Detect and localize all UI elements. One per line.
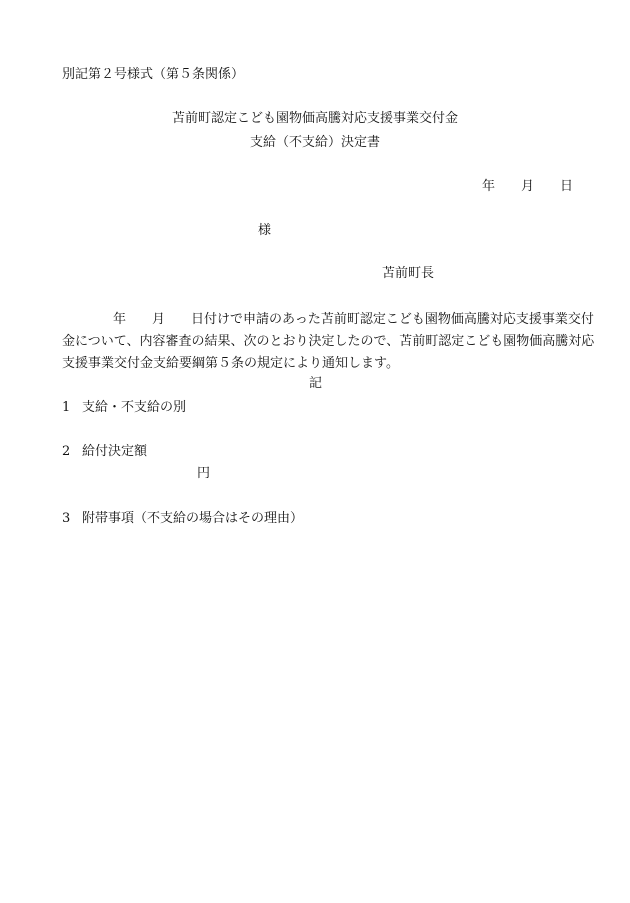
document-title-line1: 苫前町認定こども園物価高騰対応支援事業交付金 <box>171 111 458 126</box>
item-3-label: 附帯事項（不支給の場合はその理由） <box>82 511 304 526</box>
body-line-1 <box>62 309 594 331</box>
date-day: 日 <box>560 179 574 194</box>
date-month: 月 <box>521 179 535 194</box>
item-3 <box>62 511 303 527</box>
issue-date <box>482 179 573 195</box>
issuer-name: 苫前町長 <box>382 266 435 281</box>
body-paragraph <box>62 309 595 375</box>
item-3-number: 3 <box>62 511 71 526</box>
body-line-1-text: 日付けで申請のあった苫前町認定こども園物価高騰対応支援事業交付 <box>191 312 594 327</box>
document-title-line2: 支給（不支給）決定書 <box>249 135 380 150</box>
item-2 <box>62 444 147 460</box>
body-line-2: 金について、内容審査の結果、次のとおり決定したので、苫前町認定こども園物価高騰対応 <box>62 334 595 349</box>
amount-unit: 円 <box>197 466 211 481</box>
note-heading: 記 <box>309 376 323 391</box>
recipient-suffix: 様 <box>258 223 272 238</box>
item-2-number: 2 <box>62 444 71 459</box>
body-month: 月 <box>152 312 166 327</box>
body-line-3: 支援事業交付金支給要綱第５条の規定により通知します。 <box>62 356 399 371</box>
body-year: 年 <box>113 312 127 327</box>
form-label: 別記第２号様式（第５条関係） <box>62 67 245 82</box>
item-1-number: 1 <box>62 400 71 415</box>
date-year: 年 <box>482 179 496 194</box>
item-2-label: 給付決定額 <box>82 444 148 459</box>
item-1 <box>62 400 186 416</box>
item-1-label: 支給・不支給の別 <box>82 400 187 415</box>
